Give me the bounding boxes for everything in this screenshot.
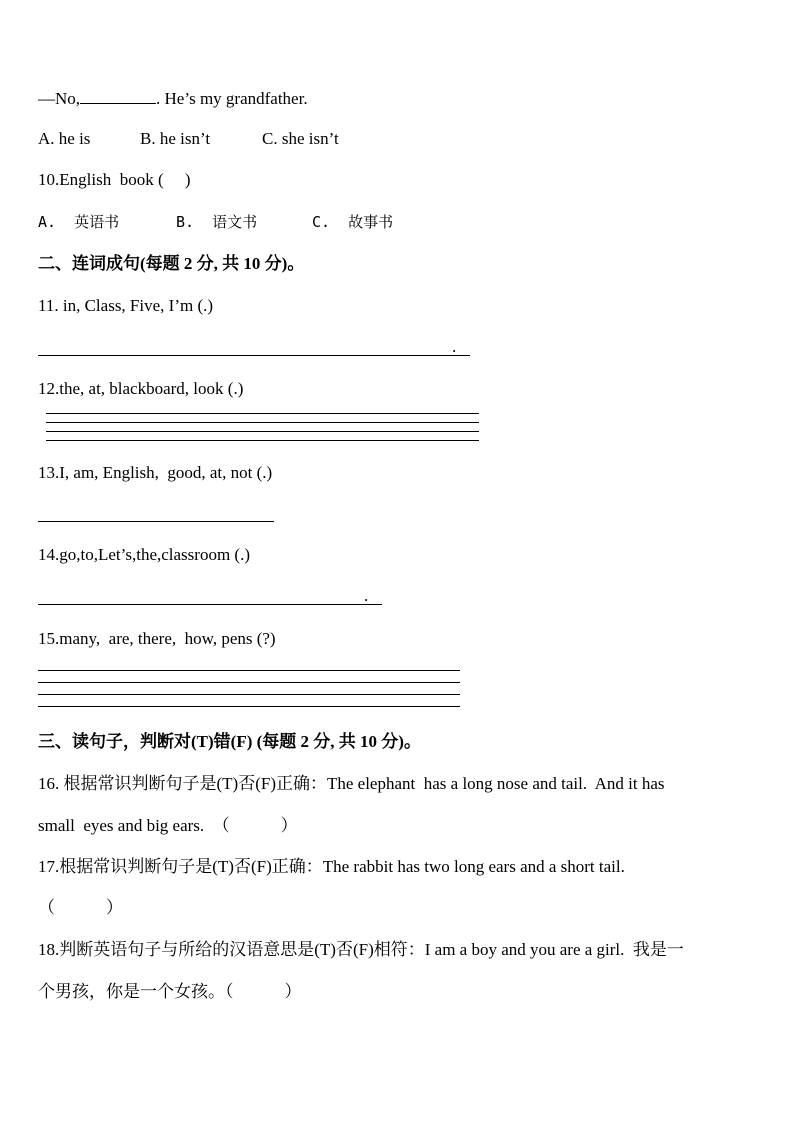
q15-prompt: 15.many, are, there, how, pens (?)	[38, 629, 276, 648]
q14-answer-line[interactable]	[38, 604, 382, 605]
q11-prompt: 11. in, Class, Five, I’m (.)	[38, 296, 214, 315]
q10-option-a: A. 英语书	[38, 213, 120, 231]
q12-answer-line-4[interactable]	[46, 440, 479, 441]
q9-answer-line	[38, 87, 308, 109]
q9-answer-suffix: . He’s my grandfather.	[156, 89, 308, 108]
q16-line-1: 16. 根据常识判断句子是(T)否(F)正确：The elephant has a long nose and tail. And it has	[38, 774, 665, 793]
q11-period: .	[452, 337, 457, 356]
q12-answer-line-3[interactable]	[46, 431, 479, 432]
section3-heading: 三、读句子，判断对(T)错(F) (每题 2 分, 共 10 分)。	[38, 732, 421, 751]
q15-answer-line-1[interactable]	[38, 670, 460, 671]
q17-line-2: （ ）	[38, 898, 123, 917]
q13-answer-line[interactable]	[38, 521, 274, 522]
q13-prompt: 13.I, am, English, good, at, not (.)	[38, 463, 273, 482]
q14-period: .	[364, 586, 369, 605]
q18-line-1: 18.判断英语句子与所给的汉语意思是(T)否(F)相符：I am a boy and you are a girl. 我是一	[38, 940, 684, 959]
q12-prompt: 12.the, at, blackboard, look (.)	[38, 379, 244, 398]
q10-option-b: B. 语文书	[176, 213, 258, 231]
section2-heading: 二、连词成句(每题 2 分, 共 10 分)。	[38, 254, 305, 273]
q15-answer-line-2[interactable]	[38, 682, 460, 683]
q17-line-1: 17.根据常识判断句子是(T)否(F)正确：The rabbit has two long ears and a short tail.	[38, 857, 625, 876]
q18-line-2: 个男孩，你是一个女孩。（ ）	[38, 982, 302, 1001]
q12-answer-line-2[interactable]	[46, 422, 479, 423]
q12-answer-line-1[interactable]	[46, 413, 479, 414]
q15-answer-line-3[interactable]	[38, 694, 460, 695]
q9-option-a: A. he is	[38, 129, 91, 148]
q9-option-c: C. she isn’t	[262, 129, 339, 148]
q14-prompt: 14.go,to,Let’s,the,classroom (.)	[38, 545, 250, 564]
q10-question: 10.English book ( )	[38, 170, 191, 189]
q15-answer-line-4[interactable]	[38, 706, 460, 707]
q9-blank[interactable]	[80, 87, 156, 104]
q11-answer-line[interactable]	[38, 355, 470, 356]
q9-answer-prefix: —No,	[38, 89, 81, 108]
q10-option-c: C. 故事书	[312, 213, 394, 231]
q9-option-b: B. he isn’t	[140, 129, 211, 148]
q16-line-2: small eyes and big ears. （ ）	[38, 816, 298, 835]
